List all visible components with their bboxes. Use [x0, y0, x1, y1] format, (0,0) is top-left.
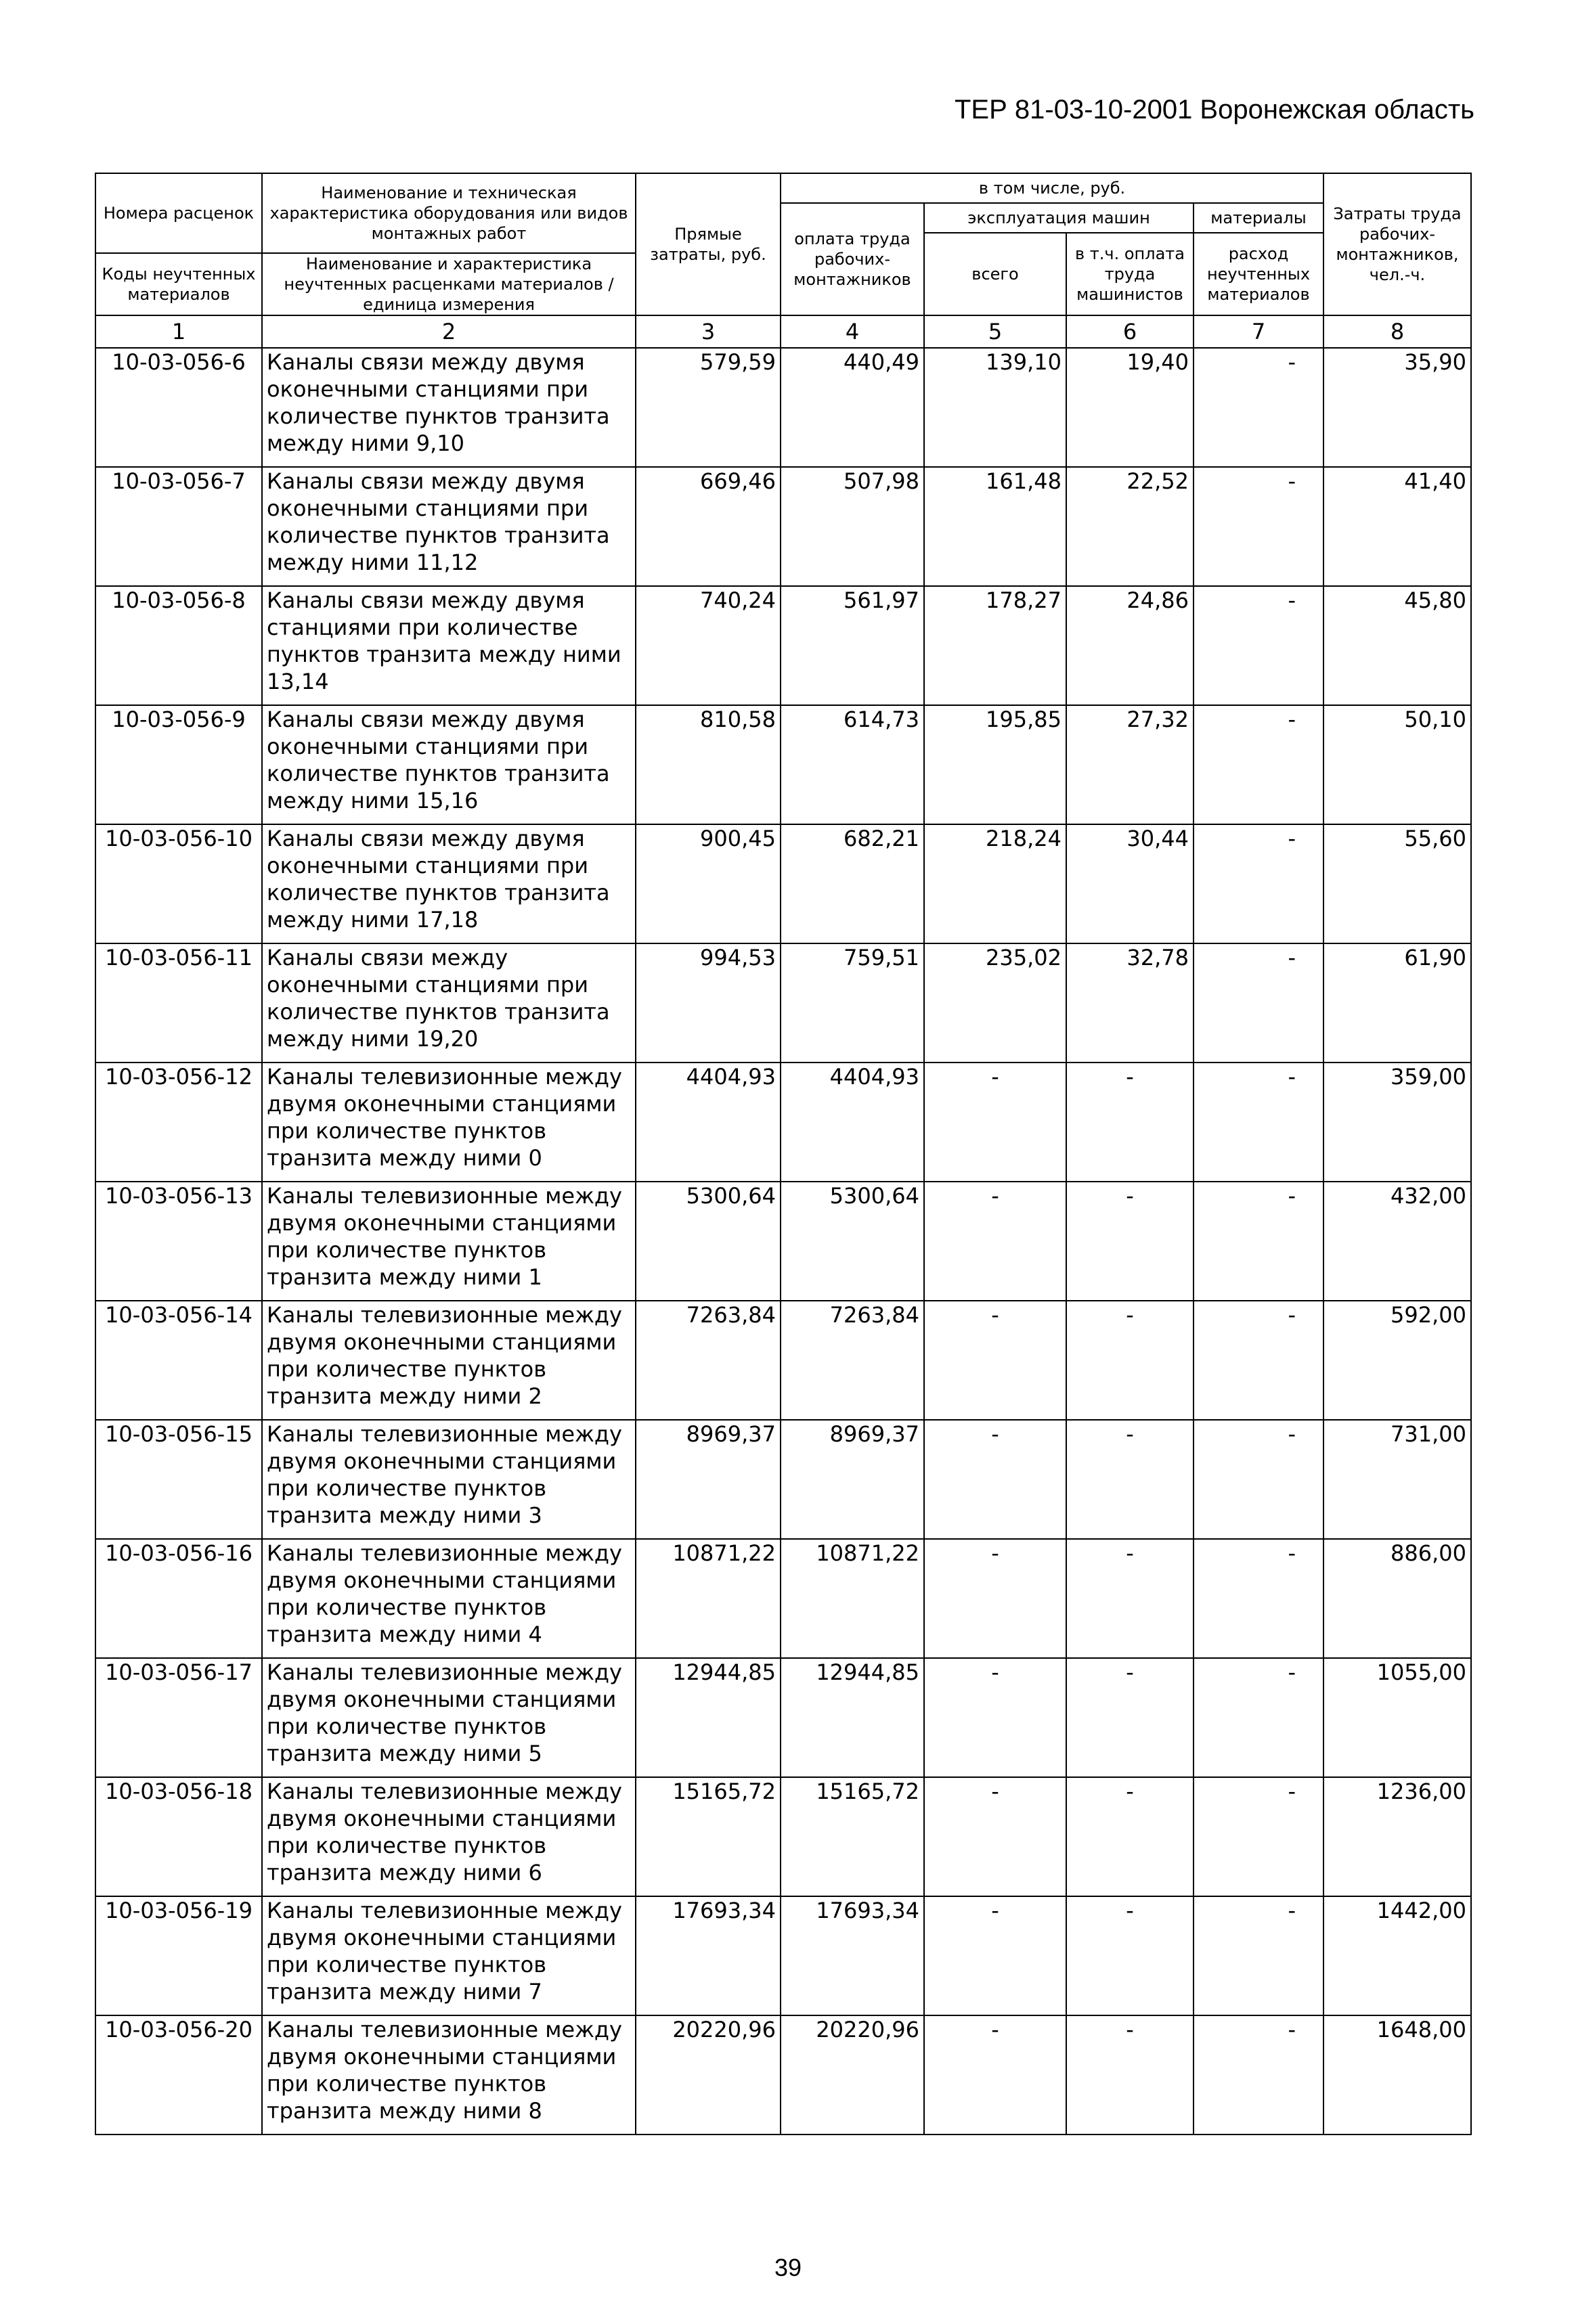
direct-costs-cell: 669,46: [636, 467, 781, 586]
work-name-cell: Каналы связи между двумя оконечными станциями при количестве пунктов транзита между ними 17,18: [262, 824, 636, 943]
operator-wages-cell: 19,40: [1066, 348, 1194, 467]
work-name-cell: Каналы телевизионные между двумя оконечными станциями при количестве пунктов транзита между ними 0: [262, 1063, 636, 1182]
column-number: 5: [924, 315, 1066, 348]
machines-total-cell: 178,27: [924, 586, 1066, 705]
table-row: [95, 467, 1471, 586]
worker-wages-cell: 682,21: [781, 824, 924, 943]
materials-consumption-cell: -: [1194, 1182, 1323, 1301]
labor-costs-cell: 35,90: [1323, 348, 1471, 467]
direct-costs-cell: 810,58: [636, 705, 781, 824]
work-name-cell: Каналы телевизионные между двумя оконечными станциями при количестве пунктов транзита между ними 7: [262, 1896, 636, 2015]
direct-costs-cell: 579,59: [636, 348, 781, 467]
direct-costs-cell: 20220,96: [636, 2015, 781, 2135]
worker-wages-cell: 15165,72: [781, 1777, 924, 1896]
rate-code-cell: 10-03-056-8: [95, 586, 262, 705]
table-row: [95, 705, 1471, 824]
operator-wages-cell: -: [1066, 1777, 1194, 1896]
materials-consumption-cell: -: [1194, 1063, 1323, 1182]
table-row: [95, 1182, 1471, 1301]
table-row: [95, 1539, 1471, 1658]
rate-code-cell: 10-03-056-14: [95, 1301, 262, 1420]
operator-wages-cell: 32,78: [1066, 943, 1194, 1063]
worker-wages-cell: 7263,84: [781, 1301, 924, 1420]
machines-total-cell: -: [924, 1420, 1066, 1539]
machines-total-cell: -: [924, 1539, 1066, 1658]
header-materials-group: материалы: [1194, 203, 1323, 233]
column-number: 4: [781, 315, 924, 348]
labor-costs-cell: 1648,00: [1323, 2015, 1471, 2135]
header-work-name: Наименование и техническая характеристика оборудования или видов монтажных работ: [262, 173, 636, 253]
materials-consumption-cell: -: [1194, 2015, 1323, 2135]
header-rate-numbers: Номера расценок: [95, 173, 262, 253]
machines-total-cell: 218,24: [924, 824, 1066, 943]
machines-total-cell: -: [924, 2015, 1066, 2135]
table-row: [95, 348, 1471, 467]
table-row: [95, 1896, 1471, 2015]
table-row: [95, 2015, 1471, 2135]
work-name-cell: Каналы связи между двумя станциями при количестве пунктов транзита между ними 13,14: [262, 586, 636, 705]
labor-costs-cell: 1055,00: [1323, 1658, 1471, 1777]
labor-costs-cell: 61,90: [1323, 943, 1471, 1063]
materials-consumption-cell: -: [1194, 348, 1323, 467]
labor-costs-cell: 592,00: [1323, 1301, 1471, 1420]
worker-wages-cell: 507,98: [781, 467, 924, 586]
worker-wages-cell: 561,97: [781, 586, 924, 705]
direct-costs-cell: 994,53: [636, 943, 781, 1063]
machines-total-cell: 161,48: [924, 467, 1066, 586]
operator-wages-cell: 22,52: [1066, 467, 1194, 586]
direct-costs-cell: 7263,84: [636, 1301, 781, 1420]
rate-code-cell: 10-03-056-7: [95, 467, 262, 586]
column-numbers-row: [95, 315, 1471, 348]
header-material-names: Наименование и характеристика неучтенных расценками материалов / единица измерения: [262, 253, 636, 315]
direct-costs-cell: 15165,72: [636, 1777, 781, 1896]
header-material-codes: Коды неучтенных материалов: [95, 253, 262, 315]
rates-table: [95, 173, 1472, 2135]
labor-costs-cell: 41,40: [1323, 467, 1471, 586]
worker-wages-cell: 759,51: [781, 943, 924, 1063]
table-row: [95, 1063, 1471, 1182]
work-name-cell: Каналы телевизионные между двумя оконечными станциями при количестве пунктов транзита между ними 5: [262, 1658, 636, 1777]
rate-code-cell: 10-03-056-19: [95, 1896, 262, 2015]
rate-code-cell: 10-03-056-15: [95, 1420, 262, 1539]
direct-costs-cell: 10871,22: [636, 1539, 781, 1658]
labor-costs-cell: 1442,00: [1323, 1896, 1471, 2015]
direct-costs-cell: 17693,34: [636, 1896, 781, 2015]
materials-consumption-cell: -: [1194, 1539, 1323, 1658]
labor-costs-cell: 432,00: [1323, 1182, 1471, 1301]
work-name-cell: Каналы телевизионные между двумя оконечными станциями при количестве пунктов транзита между ними 6: [262, 1777, 636, 1896]
worker-wages-cell: 614,73: [781, 705, 924, 824]
worker-wages-cell: 440,49: [781, 348, 924, 467]
machines-total-cell: -: [924, 1063, 1066, 1182]
table-row: [95, 943, 1471, 1063]
work-name-cell: Каналы связи между двумя оконечными станциями при количестве пунктов транзита между ними 11,12: [262, 467, 636, 586]
direct-costs-cell: 8969,37: [636, 1420, 781, 1539]
materials-consumption-cell: -: [1194, 586, 1323, 705]
machines-total-cell: 195,85: [924, 705, 1066, 824]
worker-wages-cell: 10871,22: [781, 1539, 924, 1658]
materials-consumption-cell: -: [1194, 1777, 1323, 1896]
work-name-cell: Каналы связи между двумя оконечными станциями при количестве пунктов транзита между ними 9,10: [262, 348, 636, 467]
materials-consumption-cell: -: [1194, 824, 1323, 943]
operator-wages-cell: -: [1066, 2015, 1194, 2135]
operator-wages-cell: -: [1066, 1658, 1194, 1777]
materials-consumption-cell: -: [1194, 467, 1323, 586]
operator-wages-cell: -: [1066, 1063, 1194, 1182]
work-name-cell: Каналы связи между оконечными станциями при количестве пунктов транзита между ними 19,20: [262, 943, 636, 1063]
operator-wages-cell: -: [1066, 1420, 1194, 1539]
machines-total-cell: -: [924, 1896, 1066, 2015]
table-header: [95, 173, 1471, 348]
header-operator-wages: в т.ч. оплата труда машинистов: [1066, 233, 1194, 315]
labor-costs-cell: 55,60: [1323, 824, 1471, 943]
machines-total-cell: 235,02: [924, 943, 1066, 1063]
machines-total-cell: -: [924, 1182, 1066, 1301]
materials-consumption-cell: -: [1194, 943, 1323, 1063]
materials-consumption-cell: -: [1194, 1420, 1323, 1539]
operator-wages-cell: -: [1066, 1539, 1194, 1658]
labor-costs-cell: 50,10: [1323, 705, 1471, 824]
rate-code-cell: 10-03-056-13: [95, 1182, 262, 1301]
labor-costs-cell: 731,00: [1323, 1420, 1471, 1539]
page-number: 39: [774, 2254, 802, 2281]
table-row: [95, 586, 1471, 705]
header-machines-group: эксплуатация машин: [924, 203, 1194, 233]
page-header: ТЕР 81-03-10-2001 Воронежская область: [954, 95, 1474, 125]
header-direct-costs: Прямые затраты, руб.: [636, 173, 781, 315]
header-labor-costs: Затраты труда рабочих-монтажников, чел.-ч.: [1323, 173, 1471, 315]
direct-costs-cell: 12944,85: [636, 1658, 781, 1777]
operator-wages-cell: -: [1066, 1896, 1194, 2015]
rate-code-cell: 10-03-056-17: [95, 1658, 262, 1777]
operator-wages-cell: 30,44: [1066, 824, 1194, 943]
labor-costs-cell: 886,00: [1323, 1539, 1471, 1658]
labor-costs-cell: 45,80: [1323, 586, 1471, 705]
machines-total-cell: -: [924, 1658, 1066, 1777]
worker-wages-cell: 20220,96: [781, 2015, 924, 2135]
column-number: 7: [1194, 315, 1323, 348]
column-number: 8: [1323, 315, 1471, 348]
rate-code-cell: 10-03-056-6: [95, 348, 262, 467]
table-row: [95, 1777, 1471, 1896]
column-number: 2: [262, 315, 636, 348]
labor-costs-cell: 359,00: [1323, 1063, 1471, 1182]
worker-wages-cell: 12944,85: [781, 1658, 924, 1777]
materials-consumption-cell: -: [1194, 1896, 1323, 2015]
machines-total-cell: -: [924, 1777, 1066, 1896]
work-name-cell: Каналы телевизионные между двумя оконечными станциями при количестве пунктов транзита между ними 2: [262, 1301, 636, 1420]
machines-total-cell: 139,10: [924, 348, 1066, 467]
work-name-cell: Каналы связи между двумя оконечными станциями при количестве пунктов транзита между ними 15,16: [262, 705, 636, 824]
column-number: 6: [1066, 315, 1194, 348]
materials-consumption-cell: -: [1194, 1301, 1323, 1420]
rate-code-cell: 10-03-056-20: [95, 2015, 262, 2135]
header-materials-consumption: расход неучтенных материалов: [1194, 233, 1323, 315]
direct-costs-cell: 740,24: [636, 586, 781, 705]
work-name-cell: Каналы телевизионные между двумя оконечными станциями при количестве пунктов транзита между ними 8: [262, 2015, 636, 2135]
work-name-cell: Каналы телевизионные между двумя оконечными станциями при количестве пунктов транзита между ними 4: [262, 1539, 636, 1658]
operator-wages-cell: 27,32: [1066, 705, 1194, 824]
work-name-cell: Каналы телевизионные между двумя оконечными станциями при количестве пунктов транзита между ними 3: [262, 1420, 636, 1539]
labor-costs-cell: 1236,00: [1323, 1777, 1471, 1896]
worker-wages-cell: 17693,34: [781, 1896, 924, 2015]
operator-wages-cell: -: [1066, 1301, 1194, 1420]
rate-code-cell: 10-03-056-9: [95, 705, 262, 824]
column-number: 3: [636, 315, 781, 348]
worker-wages-cell: 5300,64: [781, 1182, 924, 1301]
direct-costs-cell: 4404,93: [636, 1063, 781, 1182]
work-name-cell: Каналы телевизионные между двумя оконечными станциями при количестве пунктов транзита между ними 1: [262, 1182, 636, 1301]
direct-costs-cell: 5300,64: [636, 1182, 781, 1301]
header-machines-total: всего: [924, 233, 1066, 315]
rate-code-cell: 10-03-056-11: [95, 943, 262, 1063]
operator-wages-cell: 24,86: [1066, 586, 1194, 705]
rate-code-cell: 10-03-056-16: [95, 1539, 262, 1658]
operator-wages-cell: -: [1066, 1182, 1194, 1301]
table-row: [95, 1301, 1471, 1420]
rate-code-cell: 10-03-056-18: [95, 1777, 262, 1896]
materials-consumption-cell: -: [1194, 705, 1323, 824]
materials-consumption-cell: -: [1194, 1658, 1323, 1777]
rate-code-cell: 10-03-056-12: [95, 1063, 262, 1182]
direct-costs-cell: 900,45: [636, 824, 781, 943]
table-row: [95, 1658, 1471, 1777]
column-number: 1: [95, 315, 262, 348]
header-wages: оплата труда рабочих-монтажников: [781, 203, 924, 315]
table-row: [95, 824, 1471, 943]
rate-code-cell: 10-03-056-10: [95, 824, 262, 943]
table-body: [95, 348, 1471, 2135]
table-row: [95, 1420, 1471, 1539]
worker-wages-cell: 8969,37: [781, 1420, 924, 1539]
worker-wages-cell: 4404,93: [781, 1063, 924, 1182]
machines-total-cell: -: [924, 1301, 1066, 1420]
header-including: в том числе, руб.: [781, 173, 1323, 203]
